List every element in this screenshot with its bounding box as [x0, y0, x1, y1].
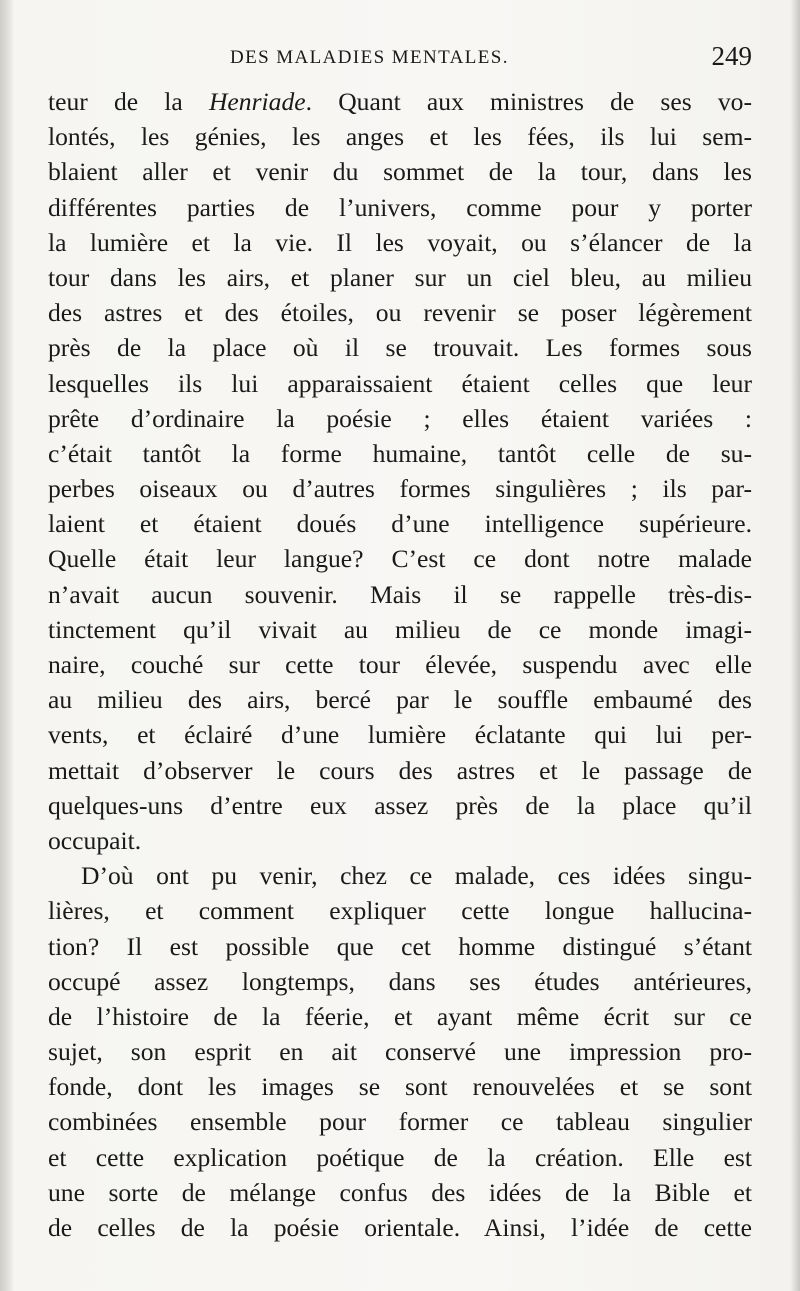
text-line [48, 682, 752, 717]
text-line [48, 541, 752, 576]
text-line [48, 401, 752, 436]
text-segment: prête d’ordinaire la poésie ; elles étaient variées : [48, 403, 752, 433]
text-line [48, 225, 752, 260]
text-segment: lesquelles ils lui apparaissaient étaient celles que leur [48, 368, 752, 398]
text-line [48, 964, 752, 999]
text-segment: occupé assez longtemps, dans ses études antérieures, [48, 966, 752, 996]
text-segment: D’où ont pu venir, chez ce malade, ces idées singu- [81, 861, 752, 891]
text-segment: de celles de la poésie orientale. Ainsi, l’idée de cette [48, 1213, 752, 1242]
italic-title: Henriade [208, 87, 306, 116]
text-line [48, 999, 752, 1034]
text-segment: c’était tantôt la forme humaine, tantôt celle de su- [48, 438, 752, 468]
text-line [48, 436, 752, 471]
text-segment: des astres et des étoiles, ou revenir se poser légèrement [48, 298, 752, 328]
text-segment: n’avait aucun souvenir. Mais il se rappelle très-dis- [48, 579, 752, 609]
text-segment: et cette explication poétique de la création. Elle est [48, 1142, 752, 1172]
text-line [48, 471, 752, 506]
text-line [48, 577, 752, 612]
text-line [48, 647, 752, 682]
text-segment: laient et étaient doués d’une intelligence supérieure. [48, 509, 752, 539]
text-line [48, 260, 752, 295]
text-line [48, 823, 752, 858]
text-line [48, 717, 752, 752]
text-segment: combinées ensemble pour former ce tableau singulier [48, 1107, 752, 1137]
text-segment: une sorte de mélange confus des idées de la Bible et [48, 1177, 752, 1207]
text-segment: tion? Il est possible que cet homme distingué s’étant [48, 931, 752, 961]
text-line [48, 330, 752, 365]
text-segment: différentes parties de l’univers, comme pour y porter [48, 192, 752, 222]
text-segment: quelques-uns d’entre eux assez près de la place qu’il [48, 790, 752, 820]
text-line [48, 788, 752, 823]
text-segment: sujet, son esprit en ait conservé une impression pro- [48, 1037, 752, 1067]
text-line [48, 1210, 752, 1245]
text-segment: teur de la [48, 87, 209, 116]
text-segment: blaient aller et venir du sommet de la tour, dans les [48, 157, 752, 187]
text-segment: perbes oiseaux ou d’autres formes singulières ; ils par- [48, 474, 752, 504]
text-line [48, 612, 752, 647]
page-header [48, 43, 752, 75]
text-line [48, 1069, 752, 1104]
text-segment: tour dans les airs, et planer sur un ciel bleu, au milieu [48, 262, 752, 292]
text-segment: lontés, les génies, les anges et les fées, ils lui sem- [48, 122, 752, 152]
text-line [48, 154, 752, 189]
text-line [48, 753, 752, 788]
text-segment: naire, couché sur cette tour élevée, suspendu avec elle [48, 650, 752, 679]
text-line [48, 858, 752, 893]
text-line [48, 119, 752, 154]
text-line [48, 506, 752, 541]
text-line [48, 929, 752, 964]
text-segment: Quelle était leur langue? C’est ce dont notre malade [48, 544, 752, 574]
text-segment: fonde, dont les images se sont renouvelées et se sont [48, 1072, 752, 1102]
text-line [48, 295, 752, 330]
text-segment: au milieu des airs, bercé par le souffle embaumé des [48, 685, 752, 715]
text-line [48, 893, 752, 928]
text-line [48, 84, 752, 119]
text-line [48, 1034, 752, 1069]
text-line [48, 1175, 752, 1210]
text-line [48, 1104, 752, 1139]
text-line [48, 190, 752, 225]
text-segment: de l’histoire de la féerie, et ayant même écrit sur ce [48, 1001, 752, 1031]
text-segment: lières, et comment expliquer cette longue hallucina- [48, 896, 752, 926]
running-title: DES MALADIES MENTALES. [230, 47, 509, 68]
text-segment: tinctement qu’il vivait au milieu de ce monde imagi- [48, 614, 752, 644]
text-line [48, 1140, 752, 1175]
text-segment: occupait. [48, 825, 142, 855]
text-segment: la lumière et la vie. Il les voyait, ou s’élancer de la [48, 227, 752, 257]
text-segment: près de la place où il se trouvait. Les formes sous [48, 333, 752, 363]
body-text [48, 84, 752, 1245]
text-segment: vents, et éclairé d’une lumière éclatante qui lui per- [48, 720, 752, 750]
text-segment: mettait d’observer le cours des astres et le passage de [48, 755, 752, 785]
page-edge-shadow [790, 0, 800, 1291]
text-line [48, 366, 752, 401]
spine-shadow [0, 0, 14, 1291]
text-segment: . Quant aux ministres de ses vo- [305, 87, 752, 116]
page-number: 249 [711, 41, 752, 71]
